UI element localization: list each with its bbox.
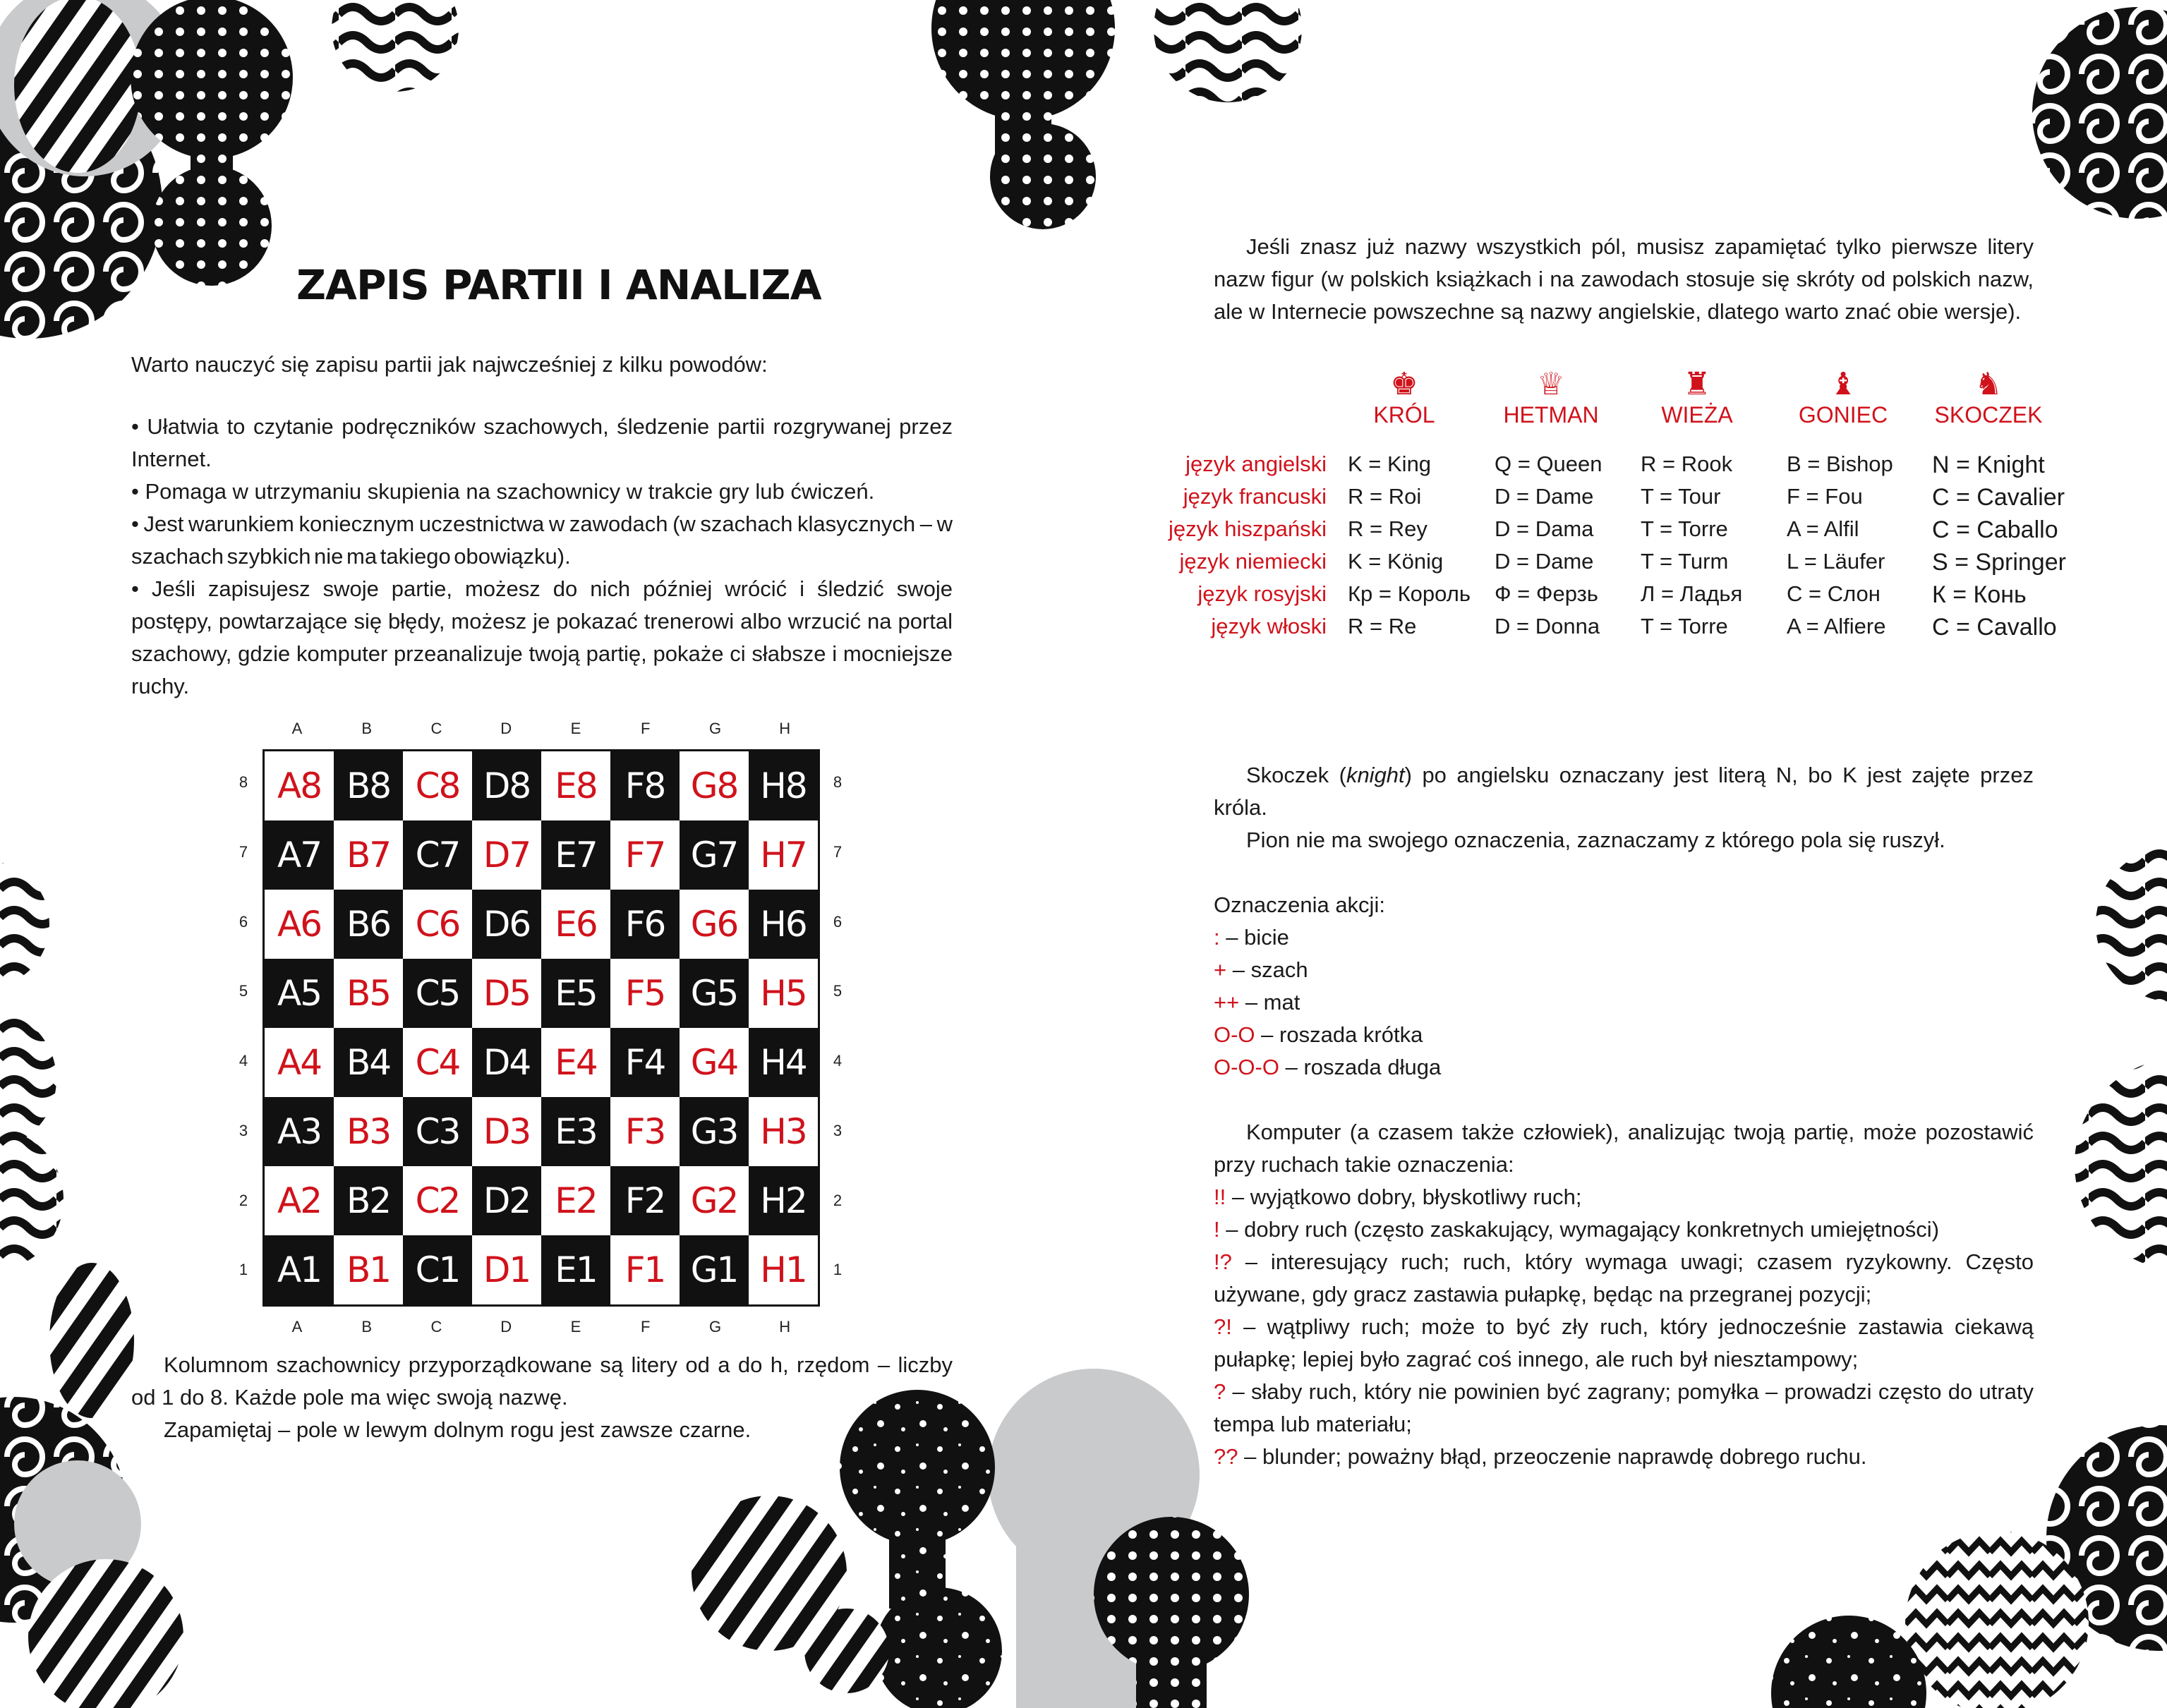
file-label: C bbox=[430, 1318, 442, 1335]
board-square: A1 bbox=[265, 1235, 334, 1304]
rank-label: 6 bbox=[833, 912, 843, 931]
notation-cell: C = Cavallo bbox=[1932, 614, 2057, 641]
action-description: – roszada długa bbox=[1279, 1055, 1442, 1079]
board-square: E1 bbox=[541, 1235, 610, 1304]
board-square: C6 bbox=[403, 890, 472, 959]
analysis-marks-list bbox=[1214, 1181, 2034, 1473]
board-square: E7 bbox=[541, 820, 610, 890]
board-square: H8 bbox=[749, 751, 818, 820]
rank-label: 3 bbox=[833, 1121, 843, 1139]
rank-label: 8 bbox=[239, 773, 248, 791]
language-label: język rosyjski bbox=[1197, 581, 1327, 606]
notation-cell: R = Rook bbox=[1641, 452, 1733, 476]
rank-label: 2 bbox=[833, 1191, 843, 1209]
board-square: F3 bbox=[610, 1097, 680, 1166]
mark-item bbox=[1214, 1181, 2034, 1213]
notation-cell: A = Alfiere bbox=[1787, 614, 1886, 638]
board-square: E5 bbox=[541, 959, 610, 1028]
board-square: C1 bbox=[403, 1235, 472, 1304]
action-symbol: O-O-O bbox=[1214, 1055, 1279, 1079]
mark-symbol: ?? bbox=[1214, 1444, 1238, 1469]
board-square: A5 bbox=[265, 959, 334, 1028]
pawn-note: Pion nie ma swojego oznaczenia, zaznaczamy z którego pola się ruszył. bbox=[1246, 828, 1945, 852]
board-square: A2 bbox=[265, 1166, 334, 1235]
board-square: B3 bbox=[334, 1097, 403, 1166]
notation-cell: C = Caballo bbox=[1932, 516, 2058, 543]
board-square: H7 bbox=[749, 820, 818, 890]
rank-label: 4 bbox=[833, 1052, 843, 1070]
piece-header bbox=[1765, 367, 1921, 428]
board-square: H4 bbox=[749, 1028, 818, 1097]
board-square: F2 bbox=[610, 1166, 680, 1235]
board-square: H3 bbox=[749, 1097, 818, 1166]
language-label: język hiszpański bbox=[1169, 516, 1327, 541]
mark-symbol: ?! bbox=[1214, 1314, 1232, 1339]
board-square: A3 bbox=[265, 1097, 334, 1166]
board-square: F8 bbox=[610, 751, 680, 820]
action-item bbox=[1214, 954, 2034, 986]
action-item bbox=[1214, 1051, 2034, 1084]
chess-piece-icon: ♕ bbox=[1537, 367, 1565, 401]
board-remember-text: Zapamiętaj – pole w lewym dolnym rogu jest zawsze czarne. bbox=[164, 1417, 751, 1442]
action-item bbox=[1214, 986, 2034, 1019]
board-square: F7 bbox=[610, 820, 680, 890]
piece-header bbox=[1327, 367, 1482, 428]
file-label: B bbox=[361, 720, 373, 737]
board-square: F6 bbox=[610, 890, 680, 959]
piece-name: KRÓL bbox=[1373, 402, 1435, 428]
notation-cell: D = Dama bbox=[1495, 516, 1594, 541]
board-square: E6 bbox=[541, 890, 610, 959]
knight-note: Skoczek (knight) po angielsku oznaczany jest literą N, bo K jest zajęte przez króla. bbox=[1214, 763, 2034, 820]
rank-label: 7 bbox=[239, 842, 248, 861]
notation-cell: T = Torre bbox=[1641, 516, 1728, 541]
board-square: D7 bbox=[472, 820, 541, 890]
board-square: G4 bbox=[680, 1028, 749, 1097]
board-square: B6 bbox=[334, 890, 403, 959]
board-square: G3 bbox=[680, 1097, 749, 1166]
notes-section bbox=[1214, 759, 2034, 1473]
notation-cell: K = König bbox=[1348, 549, 1444, 574]
piece-name: WIEŻA bbox=[1661, 402, 1733, 428]
file-label: H bbox=[779, 1318, 791, 1335]
board-square: D2 bbox=[472, 1166, 541, 1235]
notation-cell: F = Fou bbox=[1787, 484, 1863, 509]
file-label: C bbox=[430, 720, 442, 737]
board-square: H6 bbox=[749, 890, 818, 959]
notation-cell: B = Bishop bbox=[1787, 452, 1893, 476]
notation-cell: S = Springer bbox=[1932, 549, 2066, 576]
piece-notation-table bbox=[1101, 367, 2103, 649]
mark-description: – interesujący ruch; ruch, który wymaga uwagi; czasem ryzykowny. Często używane, gdy gracz zastawia pułapkę, będąc na przegranej pozycji; bbox=[1214, 1249, 2034, 1307]
piece-header bbox=[1473, 367, 1629, 428]
mark-description: – wątpliwy ruch; może to być zły ruch, który jednocześnie zastawia ciekawą pułapkę; lepiej było zagrać coś innego, ale ruch był niesztampowy; bbox=[1214, 1314, 2034, 1371]
board-square: E3 bbox=[541, 1097, 610, 1166]
action-symbol: : bbox=[1214, 925, 1220, 950]
piece-header bbox=[1619, 367, 1775, 428]
mark-symbol: !? bbox=[1214, 1249, 1232, 1274]
language-label: język angielski bbox=[1185, 452, 1327, 476]
chess-piece-icon: ♚ bbox=[1390, 367, 1418, 401]
board-square: G8 bbox=[680, 751, 749, 820]
action-symbol: O-O bbox=[1214, 1022, 1255, 1047]
notation-cell: T = Torre bbox=[1641, 614, 1728, 638]
rank-label: 5 bbox=[239, 982, 248, 1000]
board-square: E4 bbox=[541, 1028, 610, 1097]
board-square: B2 bbox=[334, 1166, 403, 1235]
notation-cell: R = Re bbox=[1348, 614, 1417, 638]
board-square: E8 bbox=[541, 751, 610, 820]
notation-cell: Л = Ладья bbox=[1641, 581, 1743, 606]
action-item bbox=[1214, 921, 2034, 954]
rank-label: 6 bbox=[239, 912, 248, 931]
rank-label: 3 bbox=[239, 1121, 248, 1139]
rank-label: 2 bbox=[239, 1191, 248, 1209]
board-square: F4 bbox=[610, 1028, 680, 1097]
board-square: B7 bbox=[334, 820, 403, 890]
piece-header bbox=[1911, 367, 2066, 428]
file-label: D bbox=[500, 1318, 512, 1335]
mark-description: – blunder; poważny błąd, przeoczenie naprawdę dobrego ruchu. bbox=[1238, 1444, 1867, 1469]
intro-paragraph: Warto nauczyć się zapisu partii jak najwcześniej z kilku powodów: bbox=[131, 352, 768, 377]
board-square: H5 bbox=[749, 959, 818, 1028]
board-square: C7 bbox=[403, 820, 472, 890]
file-label: H bbox=[779, 720, 791, 737]
board-square: C2 bbox=[403, 1166, 472, 1235]
action-symbol: ++ bbox=[1214, 990, 1240, 1014]
language-label: język włoski bbox=[1211, 614, 1327, 638]
actions-title: Oznaczenia akcji: bbox=[1214, 892, 1385, 917]
file-label: A bbox=[291, 720, 303, 737]
reason-item: • Ułatwia to czytanie podręczników szachowych, śledzenie partii rozgrywanej przez Internet. bbox=[131, 414, 953, 471]
board-square: A8 bbox=[265, 751, 334, 820]
board-explanation-text: Kolumnom szachownicy przyporządkowane są litery od a do h, rzędom – liczby od 1 do 8. Każde pole ma więc swoją nazwę. bbox=[131, 1352, 953, 1410]
board-square: H2 bbox=[749, 1166, 818, 1235]
notation-cell: R = Roi bbox=[1348, 484, 1422, 509]
analysis-intro: Komputer (a czasem także człowiek), analizując twoją partię, może pozostawić przy ruchach takie oznaczenia: bbox=[1214, 1120, 2034, 1177]
rank-label: 5 bbox=[833, 982, 843, 1000]
board-square: A6 bbox=[265, 890, 334, 959]
board-square: D4 bbox=[472, 1028, 541, 1097]
notation-cell: A = Alfil bbox=[1787, 516, 1859, 541]
notation-cell: D = Donna bbox=[1495, 614, 1600, 638]
chess-piece-icon: ♝ bbox=[1829, 367, 1857, 401]
mark-item bbox=[1214, 1213, 2034, 1246]
chess-piece-icon: ♞ bbox=[1974, 367, 2003, 401]
rank-label: 1 bbox=[239, 1261, 248, 1279]
board-square: B5 bbox=[334, 959, 403, 1028]
rank-label: 4 bbox=[239, 1052, 248, 1070]
board-square: C3 bbox=[403, 1097, 472, 1166]
action-description: – szach bbox=[1226, 957, 1308, 982]
board-square: B4 bbox=[334, 1028, 403, 1097]
action-description: – mat bbox=[1239, 990, 1300, 1014]
notation-cell: С = Слон bbox=[1787, 581, 1881, 606]
file-label: G bbox=[708, 720, 722, 737]
language-label: język francuski bbox=[1183, 484, 1327, 509]
notation-cell: R = Rey bbox=[1348, 516, 1427, 541]
board-square: D6 bbox=[472, 890, 541, 959]
board-square: F5 bbox=[610, 959, 680, 1028]
board-square: C8 bbox=[403, 751, 472, 820]
mark-symbol: ? bbox=[1214, 1379, 1226, 1404]
piece-name: SKOCZEK bbox=[1934, 402, 2043, 428]
board-square: A4 bbox=[265, 1028, 334, 1097]
board-square: H1 bbox=[749, 1235, 818, 1304]
notation-cell: L = Läufer bbox=[1787, 549, 1885, 574]
board-square: C4 bbox=[403, 1028, 472, 1097]
board-square: D5 bbox=[472, 959, 541, 1028]
file-label: B bbox=[361, 1318, 373, 1335]
action-item bbox=[1214, 1019, 2034, 1051]
board-square: G2 bbox=[680, 1166, 749, 1235]
board-square: G1 bbox=[680, 1235, 749, 1304]
board-square: B8 bbox=[334, 751, 403, 820]
board-square: G7 bbox=[680, 820, 749, 890]
board-square: D3 bbox=[472, 1097, 541, 1166]
notation-cell: N = Knight bbox=[1932, 452, 2045, 478]
notation-cell: Q = Queen bbox=[1495, 452, 1602, 476]
notation-cell: D = Dame bbox=[1495, 549, 1594, 574]
action-description: – bicie bbox=[1219, 925, 1289, 950]
piece-name: GONIEC bbox=[1798, 402, 1888, 428]
board-square: B1 bbox=[334, 1235, 403, 1304]
notation-cell: D = Dame bbox=[1495, 484, 1594, 509]
notation-cell: T = Tour bbox=[1641, 484, 1721, 509]
mark-description: – słaby ruch, który nie powinien być zagrany; pomyłka – prowadzi często do utraty tempa lub materiału; bbox=[1214, 1379, 2034, 1436]
notation-cell: К = Конь bbox=[1932, 581, 2027, 608]
action-symbol: + bbox=[1214, 957, 1227, 982]
mark-symbol: !! bbox=[1214, 1185, 1226, 1209]
mark-item bbox=[1214, 1311, 2034, 1376]
actions-list bbox=[1214, 921, 2034, 1084]
file-label: G bbox=[708, 1318, 722, 1335]
board-square: A7 bbox=[265, 820, 334, 890]
file-label: F bbox=[641, 1318, 651, 1335]
board-square: G5 bbox=[680, 959, 749, 1028]
file-label: E bbox=[570, 720, 581, 737]
pieces-intro-paragraph: Jeśli znasz już nazwy wszystkich pól, musisz zapamiętać tylko pierwsze litery nazw figur (w polskich książkach i na zawodach stosuje się skróty od polskich nazw, ale w Internecie powszechne są nazwy angielskie, dlatego warto znać obie wersje). bbox=[1214, 234, 2034, 324]
file-label: D bbox=[500, 720, 512, 737]
action-description: – roszada krótka bbox=[1255, 1022, 1423, 1047]
file-label: E bbox=[570, 1318, 581, 1335]
mark-item bbox=[1214, 1441, 2034, 1473]
reason-item: • Jeśli zapisujesz swoje partie, możesz do nich później wrócić i śledzić swoje postępy, powtarzające się błędy, możesz je pokazać trenerowi albo wrzucić na portal szachowy, gdzie komputer przeanalizuje twoją partię, pokaże ci słabsze i mocniejsze ruchy. bbox=[131, 576, 953, 698]
board-square: C5 bbox=[403, 959, 472, 1028]
board-square: D1 bbox=[472, 1235, 541, 1304]
notation-cell: K = King bbox=[1348, 452, 1432, 476]
board-square: E2 bbox=[541, 1166, 610, 1235]
mark-symbol: ! bbox=[1214, 1217, 1220, 1242]
mark-description: – dobry ruch (często zaskakujący, wymagający konkretnych umiejętności) bbox=[1219, 1217, 1940, 1242]
notation-cell: Кр = Король bbox=[1348, 581, 1471, 606]
file-label: A bbox=[291, 1318, 303, 1335]
file-label: F bbox=[641, 720, 651, 737]
notation-cell: C = Cavalier bbox=[1932, 484, 2065, 511]
mark-item bbox=[1214, 1246, 2034, 1311]
rank-label: 8 bbox=[833, 773, 843, 791]
mark-item bbox=[1214, 1376, 2034, 1441]
mark-description: – wyjątkowo dobry, błyskotliwy ruch; bbox=[1226, 1185, 1582, 1209]
page-title: ZAPIS PARTII I ANALIZA bbox=[296, 261, 821, 309]
language-label: język niemiecki bbox=[1179, 549, 1327, 574]
chess-piece-icon: ♜ bbox=[1683, 367, 1711, 401]
board-square: G6 bbox=[680, 890, 749, 959]
rank-label: 1 bbox=[833, 1261, 843, 1279]
board-square: D8 bbox=[472, 751, 541, 820]
rank-label: 7 bbox=[833, 842, 843, 861]
notation-cell: T = Turm bbox=[1641, 549, 1729, 574]
reason-item: • Pomaga w utrzymaniu skupienia na szachownicy w trakcie gry lub ćwiczeń. bbox=[131, 479, 875, 504]
board-square: F1 bbox=[610, 1235, 680, 1304]
reason-item: • Jest warunkiem koniecznym uczestnictwa w zawodach (w szachach klasycznych – w szachach szybkich nie ma takiego obowiązku). bbox=[131, 511, 953, 569]
notation-cell: Ф = Ферзь bbox=[1495, 581, 1598, 606]
piece-name: HETMAN bbox=[1503, 402, 1599, 428]
